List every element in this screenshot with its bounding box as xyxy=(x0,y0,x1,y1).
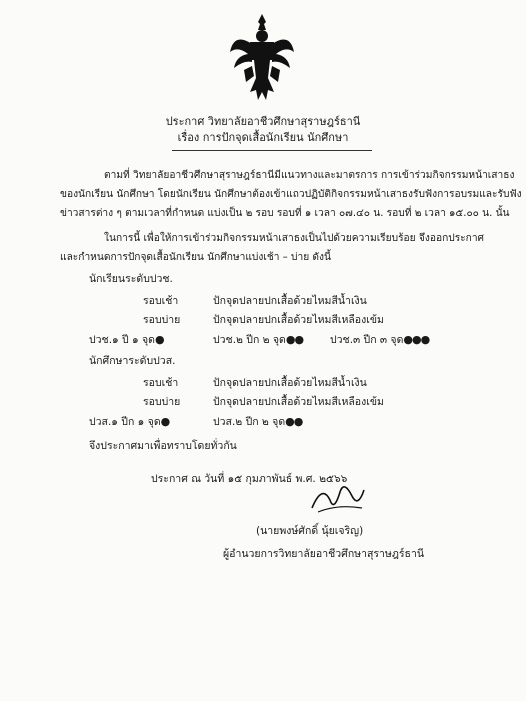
pvc-morning-text: ปักจุดปลายปกเสื้อด้วยไหมสีน้ำเงิน xyxy=(213,295,367,307)
closing-notice: จึงประกาศมาเพื่อทราบโดยทั่วกัน xyxy=(89,440,237,452)
pvs-morning-text: ปักจุดปลายปกเสื้อด้วยไหมสีน้ำเงิน xyxy=(213,377,367,389)
garuda-emblem-icon xyxy=(228,12,296,102)
pvc-year-3-dots: ●●● xyxy=(403,333,430,346)
pvs-year-1 xyxy=(89,413,169,430)
pvs-afternoon-text: ปักจุดปลายปกเสื้อด้วยไหมสีเหลืองเข้ม xyxy=(213,396,384,408)
pvc-year-1 xyxy=(89,331,164,348)
announcement-subject: เรื่อง การปักจุดเสื้อนักเรียน นักศึกษา xyxy=(177,131,349,144)
pvc-year-2 xyxy=(213,331,303,348)
pvc-heading: นักเรียนระดับปวช. xyxy=(89,273,173,285)
pvc-afternoon-text: ปักจุดปลายปกเสื้อด้วยไหมสีเหลืองเข้ม xyxy=(213,314,384,326)
pvs-heading: นักศึกษาระดับปวส. xyxy=(89,355,176,367)
signature-mark xyxy=(308,478,368,518)
pvc-year-3-label: ปวช.๓ ปีก ๓ จุด xyxy=(330,334,404,346)
pvc-year-2-dots: ●● xyxy=(285,333,304,346)
paragraph-1-line-1: ตามที่ วิทยาลัยอาชีวศึกษาสุราษฎร์ธานีมีแนวทางและมาตรการ การเข้าร่วมกิจกรรมหน้าเสาธง xyxy=(104,170,515,181)
pvc-year-1-dots: ● xyxy=(155,333,164,346)
paragraph-2-line-1: ในการนี้ เพื่อให้การเข้าร่วมกิจกรรมหน้าเสาธงเป็นไปด้วยความเรียบร้อย จึงออกประกาศ xyxy=(104,233,485,244)
announcement-title: ประกาศ วิทยาลัยอาชีวศึกษาสุราษฎร์ธานี xyxy=(165,115,361,128)
paragraph-2-line-2: และกำหนดการปักจุดเสื้อนักเรียน นักศึกษาแบ่งเช้า – บ่าย ดังนี้ xyxy=(60,252,331,263)
pvc-year-3 xyxy=(330,331,429,348)
pvc-year-1-label: ปวช.๑ ปี ๑ จุด xyxy=(89,334,156,346)
signer-position: ผู้อำนวยการวิทยาลัยอาชีวศึกษาสุราษฎร์ธานี xyxy=(223,548,425,560)
pvs-year-2-dots: ●● xyxy=(285,415,303,428)
pvs-year-2 xyxy=(213,413,302,430)
pvs-year-2-label: ปวส.๒ ปีก ๒ จุด xyxy=(213,416,286,428)
paragraph-1-line-3: ข่าวสารต่าง ๆ ตามเวลาที่กำหนด แบ่งเป็น ๒ รอบ รอบที่ ๑ เวลา ๐๗.๔๐ น. รอบที่ ๒ เวลา ๑๕.๐๐ น. นั้น xyxy=(60,208,510,219)
pvc-morning-label: รอบเช้า xyxy=(143,295,179,307)
pvc-year-2-label: ปวช.๒ ปีก ๒ จุด xyxy=(213,334,286,346)
pvs-year-1-dots: ● xyxy=(160,415,170,428)
pvs-afternoon-label: รอบบ่าย xyxy=(143,396,181,408)
announcement-date: ประกาศ ณ วันที่ ๑๕ กุมภาพันธ์ พ.ศ. ๒๕๖๖ xyxy=(151,473,348,485)
title-divider xyxy=(172,150,372,151)
paragraph-1-line-2: ของนักเรียน นักศึกษา โดยนักเรียน นักศึกษาต้องเข้าแถวปฏิบัติกิจกรรมหน้าเสาธงรับฟังการอบรมและรับฟัง xyxy=(60,189,522,200)
signer-name: (นายพงษ์ศักดิ์ นุ้ยเจริญ) xyxy=(256,525,364,537)
pvs-year-1-label: ปวส.๑ ปีก ๑ จุด xyxy=(89,416,161,428)
pvs-morning-label: รอบเช้า xyxy=(143,377,179,389)
pvc-afternoon-label: รอบบ่าย xyxy=(143,314,181,326)
